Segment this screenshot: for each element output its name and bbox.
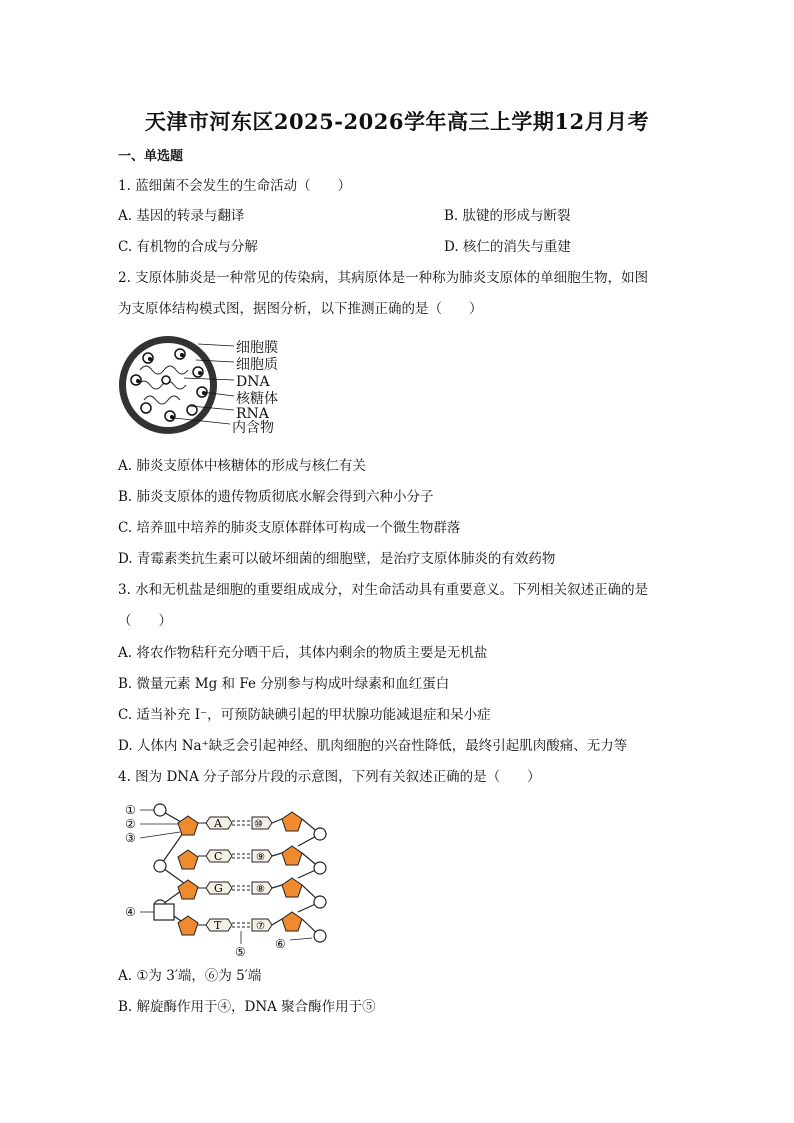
- left-sugars: [178, 816, 198, 935]
- q3-stem-line1: 3. 水和无机盐是细胞的重要组成成分，对生命活动具有重要意义。下列相关叙述正确的是: [118, 582, 649, 598]
- page-title: 天津市河东区2025-2026学年高三上学期12月月考: [144, 109, 650, 134]
- left-phosphates: [154, 804, 166, 912]
- dna-label-3: ③: [125, 831, 136, 845]
- group-box-4: [154, 904, 174, 920]
- base-pair-bonds: [198, 821, 250, 927]
- dna-label-1: ①: [125, 803, 136, 817]
- section-heading: 一、单选题: [118, 149, 184, 164]
- q2-option-c[interactable]: C. 培养皿中培养的肺炎支原体群体可构成一个微生物群落: [118, 520, 461, 536]
- q1-option-d[interactable]: D. 核仁的消失与重建: [444, 239, 571, 255]
- left-bases: [206, 817, 232, 931]
- dna-label-6: ⑥: [275, 937, 286, 951]
- q3-option-c[interactable]: C. 适当补充 I⁻，可预防缺碘引起的甲状腺功能减退症和呆小症: [118, 707, 491, 723]
- base-c: C: [214, 850, 223, 863]
- right-bases: [252, 817, 272, 931]
- q4-option-a[interactable]: A. ①为 3′端，⑥为 5′端: [118, 968, 262, 984]
- q2-stem-line1: 2. 支原体肺炎是一种常见的传染病，其病原体是一种称为肺炎支原体的单细胞生物，如图: [118, 270, 649, 286]
- q2-option-d[interactable]: D. 青霉素类抗生素可以破坏细菌的细胞壁，是治疗支原体肺炎的有效药物: [118, 551, 556, 567]
- base-t: T: [214, 919, 222, 932]
- fig2-label-ribosome: 核糖体: [236, 391, 278, 407]
- q4-stem: 4. 图为 DNA 分子部分片段的示意图，下列有关叙述正确的是（ ）: [118, 769, 541, 785]
- dna-fragment-figure: [120, 798, 340, 958]
- base-8: ⑧: [256, 884, 265, 895]
- dna-label-5: ⑤: [235, 945, 246, 958]
- q2-option-a[interactable]: A. 肺炎支原体中核糖体的形成与核仁有关: [118, 458, 366, 474]
- right-sugars: [282, 812, 302, 931]
- q1-stem: 1. 蓝细菌不会发生的生命活动（ ）: [118, 178, 352, 194]
- q3-option-d[interactable]: D. 人体内 Na⁺缺乏会引起神经、肌肉细胞的兴奋性降低，最终引起肌肉酸痛、无力等: [118, 738, 628, 754]
- base-7: ⑦: [256, 921, 265, 932]
- fig2-label-dna: DNA: [236, 374, 270, 390]
- fig2-label-inclusion: 内含物: [232, 420, 274, 436]
- base-a: A: [214, 817, 222, 830]
- fig2-label-membrane: 细胞膜: [236, 340, 278, 356]
- q3-option-a[interactable]: A. 将农作物秸秆充分晒干后，其体内剩余的物质主要是无机盐: [118, 645, 488, 661]
- dna-label-4: ④: [125, 905, 136, 919]
- q1-option-c[interactable]: C. 有机物的合成与分解: [118, 239, 258, 255]
- q3-option-b[interactable]: B. 微量元素 Mg 和 Fe 分别参与构成叶绿素和血红蛋白: [118, 676, 450, 692]
- q2-option-b[interactable]: B. 肺炎支原体的遗传物质彻底水解会得到六种小分子: [118, 489, 434, 505]
- base-9: ⑨: [256, 852, 265, 863]
- fig2-label-rna: RNA: [236, 406, 269, 422]
- fig2-label-cytoplasm: 细胞质: [236, 357, 278, 373]
- right-phosphates: [314, 828, 326, 942]
- dna-label-2: ②: [125, 817, 136, 831]
- q3-stem-line2: （ ）: [118, 613, 172, 629]
- q2-stem-line2: 为支原体结构模式图，据图分析，以下推测正确的是（ ）: [118, 301, 483, 317]
- q1-option-b[interactable]: B. 肽键的形成与断裂: [444, 208, 571, 224]
- q4-option-b[interactable]: B. 解旋酶作用于④，DNA 聚合酶作用于⑤: [118, 999, 376, 1015]
- base-10: ⑩: [254, 819, 263, 830]
- q1-option-a[interactable]: A. 基因的转录与翻译: [118, 208, 245, 224]
- base-g: G: [214, 882, 223, 895]
